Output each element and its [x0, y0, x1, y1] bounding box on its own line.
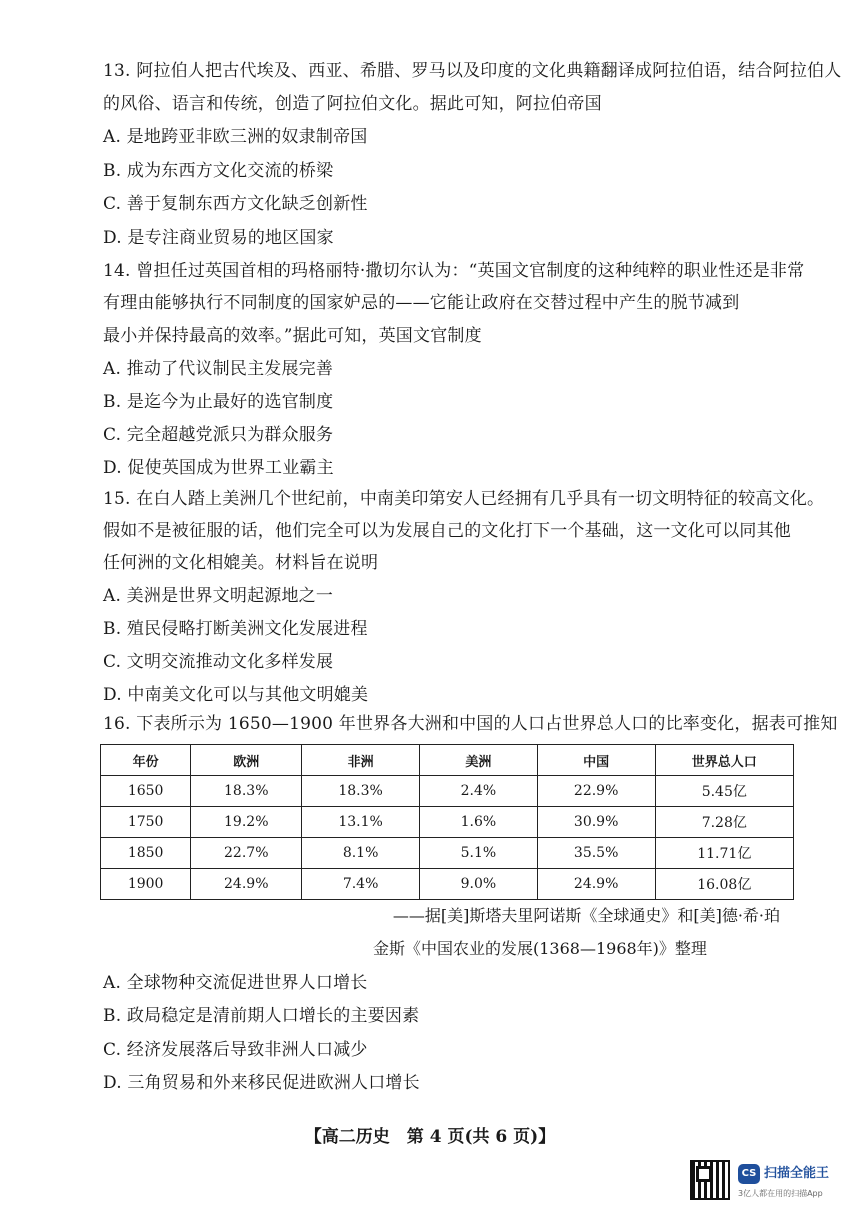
cell-europe: 18.3%: [191, 776, 302, 807]
q15-option-c: C. 文明交流推动文化多样发展: [103, 652, 334, 672]
q14-stem-line2: 有理由能够执行不同制度的国家妒忌的——它能让政府在交替过程中产生的脱节减到: [103, 293, 740, 313]
scanner-app-name: 扫描全能王: [764, 1166, 830, 1181]
q13-option-c: C. 善于复制东西方文化缺乏创新性: [103, 194, 368, 214]
cell-year: 1850: [101, 838, 191, 869]
q14-stem-line3: 最小并保持最高的效率。”据此可知，英国文官制度: [103, 326, 482, 346]
header-africa: 非洲: [302, 745, 420, 776]
header-world-total: 世界总人口: [655, 745, 793, 776]
q15-stem-line3: 任何洲的文化相媲美。材料旨在说明: [103, 553, 379, 573]
cell-europe: 24.9%: [191, 869, 302, 900]
q16-option-a: A. 全球物种交流促进世界人口增长: [103, 973, 368, 993]
q15-option-a: A. 美洲是世界文明起源地之一: [103, 586, 334, 606]
q13-option-b: B. 成为东西方文化交流的桥梁: [103, 161, 334, 181]
q14-option-a: A. 推动了代议制民主发展完善: [103, 359, 334, 379]
q15-option-d: D. 中南美文化可以与其他文明媲美: [103, 685, 369, 705]
cell-europe: 19.2%: [191, 807, 302, 838]
cell-china: 24.9%: [537, 869, 655, 900]
cell-year: 1900: [101, 869, 191, 900]
page-footer: 【高二历史 第 4 页(共 6 页)】: [304, 1127, 556, 1147]
header-china: 中国: [537, 745, 655, 776]
table-row: [101, 807, 794, 838]
q16-option-d: D. 三角贸易和外来移民促进欧洲人口增长: [103, 1073, 420, 1093]
table-row: [101, 838, 794, 869]
cell-world-total: 11.71亿: [655, 838, 793, 869]
table-header-row: [101, 745, 794, 776]
cell-china: 35.5%: [537, 838, 655, 869]
cell-china: 22.9%: [537, 776, 655, 807]
q16-stem-line1: 16. 下表所示为 1650—1900 年世界各大洲和中国的人口占世界总人口的比率变化，据表可推知: [103, 714, 838, 734]
q13-option-a: A. 是地跨亚非欧三洲的奴隶制帝国: [103, 127, 368, 147]
cell-world-total: 7.28亿: [655, 807, 793, 838]
cell-americas: 5.1%: [420, 838, 538, 869]
cell-africa: 8.1%: [302, 838, 420, 869]
cell-world-total: 5.45亿: [655, 776, 793, 807]
q14-stem-line1: 14. 曾担任过英国首相的玛格丽特·撒切尔认为：“英国文官制度的这种纯粹的职业性还是非常: [103, 261, 805, 281]
q13-option-d: D. 是专注商业贸易的地区国家: [103, 228, 334, 248]
q16-option-b: B. 政局稳定是清前期人口增长的主要因素: [103, 1006, 420, 1026]
scanner-app-slogan: 3亿人都在用的扫描App: [738, 1189, 823, 1198]
q14-option-b: B. 是迄今为止最好的选官制度: [103, 392, 334, 412]
cell-americas: 1.6%: [420, 807, 538, 838]
qr-code-icon: [690, 1160, 730, 1200]
cell-africa: 18.3%: [302, 776, 420, 807]
cell-year: 1650: [101, 776, 191, 807]
q16-source-line2: 金斯《中国农业的发展(1368—1968年)》整理: [373, 939, 707, 958]
cell-year: 1750: [101, 807, 191, 838]
cell-europe: 22.7%: [191, 838, 302, 869]
q13-stem-line2: 的风俗、语言和传统，创造了阿拉伯文化。据此可知，阿拉伯帝国: [103, 94, 602, 114]
table-row: [101, 776, 794, 807]
cell-world-total: 16.08亿: [655, 869, 793, 900]
header-year: 年份: [101, 745, 191, 776]
q14-option-d: D. 促使英国成为世界工业霸主: [103, 458, 334, 478]
q13-stem-line1: 13. 阿拉伯人把古代埃及、西亚、希腊、罗马以及印度的文化典籍翻译成阿拉伯语，结合阿拉伯人: [103, 61, 842, 81]
cell-americas: 2.4%: [420, 776, 538, 807]
table-row: [101, 869, 794, 900]
population-table: [100, 744, 794, 900]
cell-africa: 13.1%: [302, 807, 420, 838]
cell-americas: 9.0%: [420, 869, 538, 900]
header-americas: 美洲: [420, 745, 538, 776]
q15-stem-line1: 15. 在白人踏上美洲几个世纪前，中南美印第安人已经拥有几乎具有一切文明特征的较高文化。: [103, 489, 825, 509]
q15-stem-line2: 假如不是被征服的话，他们完全可以为发展自己的文化打下一个基础，这一文化可以同其他: [103, 521, 791, 541]
cs-logo-icon: CS: [738, 1164, 760, 1184]
header-europe: 欧洲: [191, 745, 302, 776]
q15-option-b: B. 殖民侵略打断美洲文化发展进程: [103, 619, 368, 639]
cell-africa: 7.4%: [302, 869, 420, 900]
q16-option-c: C. 经济发展落后导致非洲人口减少: [103, 1040, 368, 1060]
q14-option-c: C. 完全超越党派只为群众服务: [103, 425, 334, 445]
cell-china: 30.9%: [537, 807, 655, 838]
q16-source-line1: ——据[美]斯塔夫里阿诺斯《全球通史》和[美]德·希·珀: [392, 906, 780, 925]
